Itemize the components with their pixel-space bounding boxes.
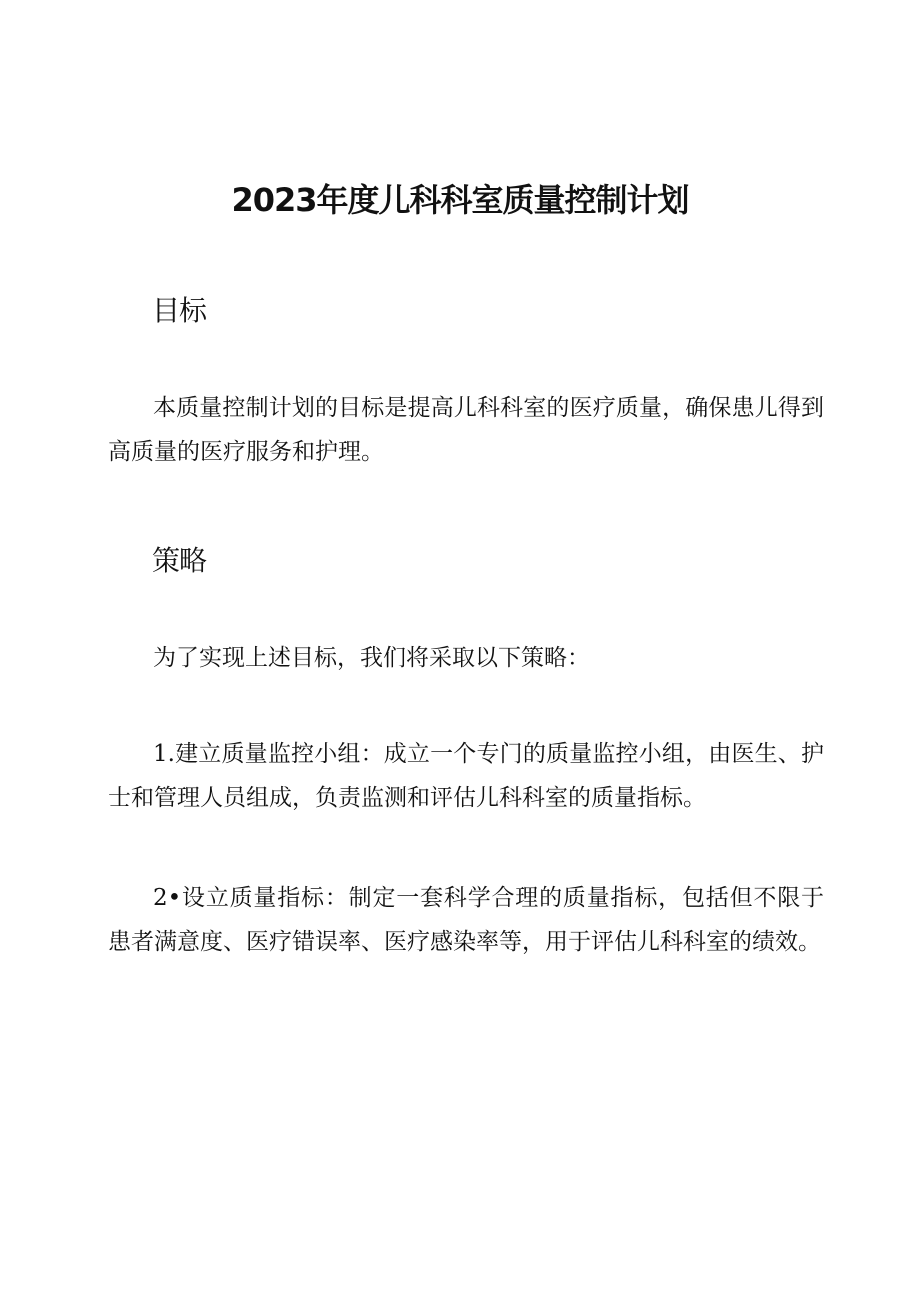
- goal-paragraph: 本质量控制计划的目标是提高儿科科室的医疗质量，确保患儿得到高质量的医疗服务和护理。: [108, 395, 824, 465]
- strategy-intro-paragraph: 为了实现上述目标，我们将采取以下策略：: [153, 645, 590, 671]
- section-heading-strategy: 策略: [152, 544, 207, 577]
- section-heading-goal: 目标: [152, 294, 207, 327]
- document-title: 2023年度儿科科室质量控制计划: [231, 181, 689, 219]
- strategy-item-1: 1.建立质量监控小组：成立一个专门的质量监控小组，由医生、护士和管理人员组成，负责监测和评估儿科科室的质量指标。: [108, 741, 824, 811]
- strategy-item-2: 2•设立质量指标：制定一套科学合理的质量指标，包括但不限于患者满意度、医疗错误率、医疗感染率等，用于评估儿科科室的绩效。: [108, 885, 824, 955]
